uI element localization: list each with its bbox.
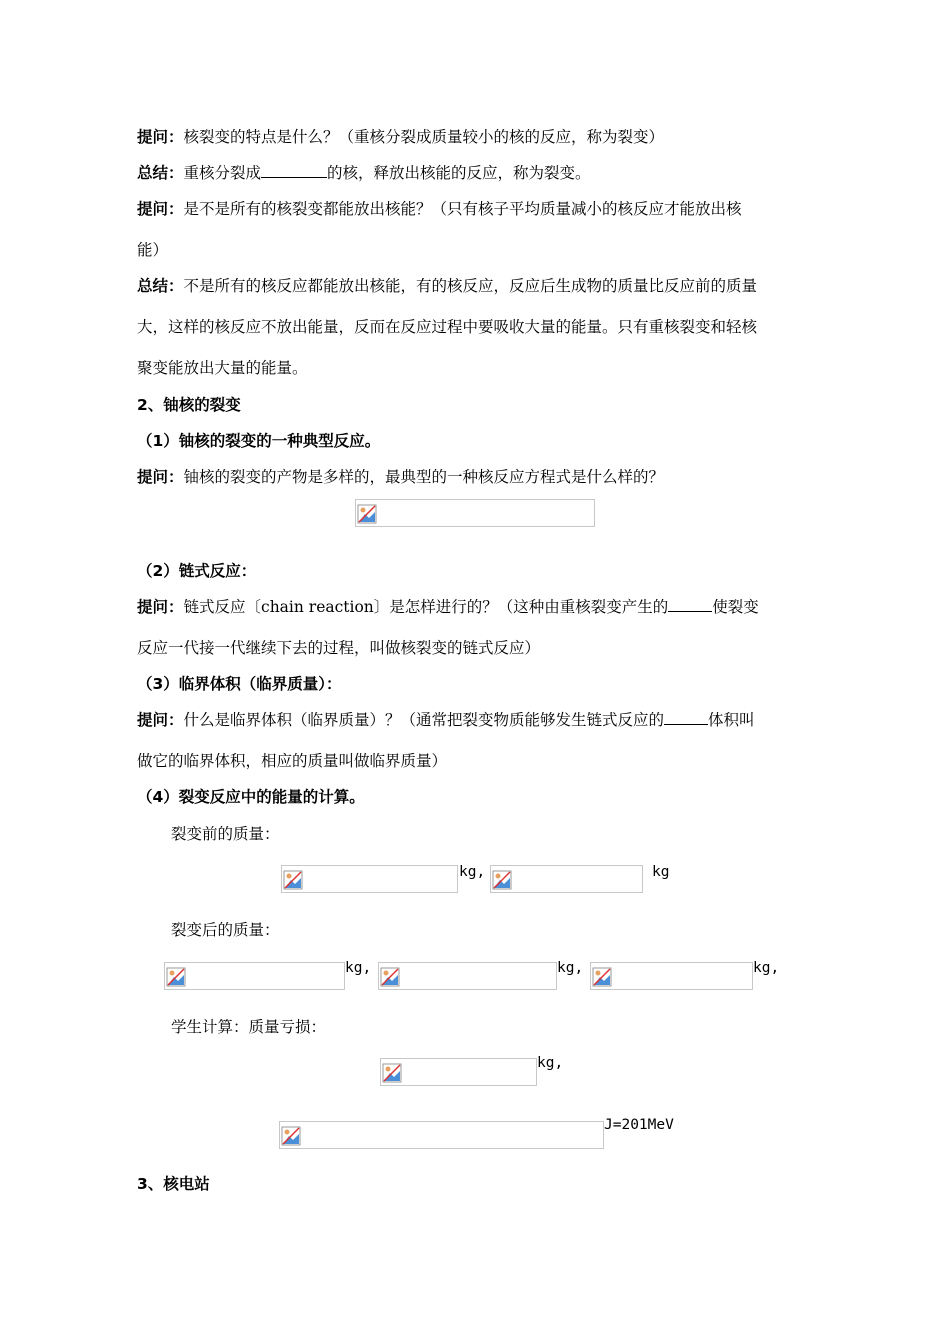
fill-blank: [668, 597, 712, 612]
student-calc-label: 学生计算：质量亏损：: [171, 1018, 327, 1036]
unit-kg-comma: kg,: [345, 960, 372, 976]
paragraph-question-5: [137, 710, 755, 730]
broken-image-icon: [592, 967, 612, 987]
paragraph-question-3: [137, 467, 664, 487]
broken-image-icon: [357, 504, 377, 524]
question-label: 提问：: [137, 468, 184, 486]
summary-label: 总结：: [137, 164, 184, 182]
broken-image-icon: [166, 967, 186, 987]
paragraph-text: 重核分裂成: [183, 164, 262, 182]
paragraph-question-4: [137, 597, 759, 617]
question-label: 提问：: [137, 711, 184, 729]
paragraph-question-5-cont: [137, 751, 447, 771]
paragraph-text: 什么是临界体积（临界质量）？（通常把裂变物质能够发生链式反应的: [183, 711, 665, 729]
paragraph-question-2-cont: [137, 240, 168, 260]
broken-image-icon: [492, 870, 512, 890]
broken-image-energy: [279, 1121, 604, 1149]
question-label: 提问：: [137, 200, 184, 218]
question-label: 提问：: [137, 128, 184, 146]
subsection-heading-2: （2）链式反应：: [137, 562, 257, 580]
before-mass-label: 裂变前的质量：: [171, 825, 280, 843]
subsection-heading-3: （3）临界体积（临界质量）：: [137, 675, 342, 693]
broken-image-mass-after-2: [378, 962, 557, 990]
paragraph-text: 核裂变的特点是什么？（重核分裂成质量较小的核的反应，称为裂变）: [183, 128, 665, 146]
after-mass-label: 裂变后的质量：: [171, 921, 280, 939]
paragraph-question-2: [137, 199, 742, 219]
paragraph-text: 使裂变: [712, 598, 759, 616]
unit-kg-comma: kg,: [557, 960, 584, 976]
paragraph-question-4-cont: [137, 638, 540, 658]
unit-kg-comma: kg,: [537, 1055, 564, 1071]
section-heading-2: 2、铀核的裂变: [137, 396, 241, 414]
fill-blank: [664, 710, 708, 725]
paragraph-summary-2: [137, 276, 757, 296]
paragraph-text: 大，这样的核反应不放出能量，反而在反应过程中要吸收大量的能量。只有重核裂变和轻核: [137, 318, 758, 336]
paragraph-text: 体积叫: [708, 711, 755, 729]
paragraph-text: 不是所有的核反应都能放出核能，有的核反应，反应后生成物的质量比反应前的质量: [183, 277, 758, 295]
paragraph-summary-1: [137, 163, 591, 183]
paragraph-summary-2-cont: [137, 317, 757, 337]
paragraph-text: 的核，释放出核能的反应，称为裂变。: [327, 164, 591, 182]
subsection-heading-1: （1）铀核的裂变的一种典型反应。: [137, 432, 381, 450]
broken-image-icon: [283, 870, 303, 890]
fill-blank: [261, 163, 327, 178]
broken-image-icon: [380, 967, 400, 987]
broken-image-mass-defect: [380, 1058, 537, 1086]
broken-image-mass-before-2: [490, 865, 643, 893]
paragraph-text: 做它的临界体积，相应的质量叫做临界质量）: [137, 752, 448, 770]
subsection-heading-4: （4）裂变反应中的能量的计算。: [137, 788, 365, 806]
paragraph-text: 铀核的裂变的产物是多样的，最典型的一种核反应方程式是什么样的？: [183, 468, 665, 486]
summary-label: 总结：: [137, 277, 184, 295]
paragraph-text: 反应一代接一代继续下去的过程，叫做核裂变的链式反应）: [137, 639, 541, 657]
broken-image-mass-after-1: [164, 962, 345, 990]
broken-image-icon: [281, 1126, 301, 1146]
paragraph-summary-2-cont2: [137, 358, 308, 378]
broken-image-mass-after-3: [590, 962, 753, 990]
paragraph-text: 能）: [137, 241, 169, 259]
question-label: 提问：: [137, 598, 184, 616]
energy-result: J=201MeV: [604, 1117, 674, 1133]
paragraph-question-1: [137, 127, 664, 147]
broken-image-equation: [355, 499, 595, 527]
paragraph-text: 链式反应〔chain reaction〕是怎样进行的？（这种由重核裂变产生的: [183, 598, 669, 616]
unit-kg-comma: kg,: [753, 960, 780, 976]
paragraph-text: 聚变能放出大量的能量。: [137, 359, 308, 377]
broken-image-mass-before-1: [281, 865, 458, 893]
broken-image-icon: [382, 1063, 402, 1083]
unit-kg-comma: kg,: [459, 864, 486, 880]
unit-kg: kg: [652, 864, 670, 880]
section-heading-3: 3、核电站: [137, 1175, 210, 1193]
paragraph-text: 是不是所有的核裂变都能放出核能？（只有核子平均质量减小的核反应才能放出核: [183, 200, 742, 218]
